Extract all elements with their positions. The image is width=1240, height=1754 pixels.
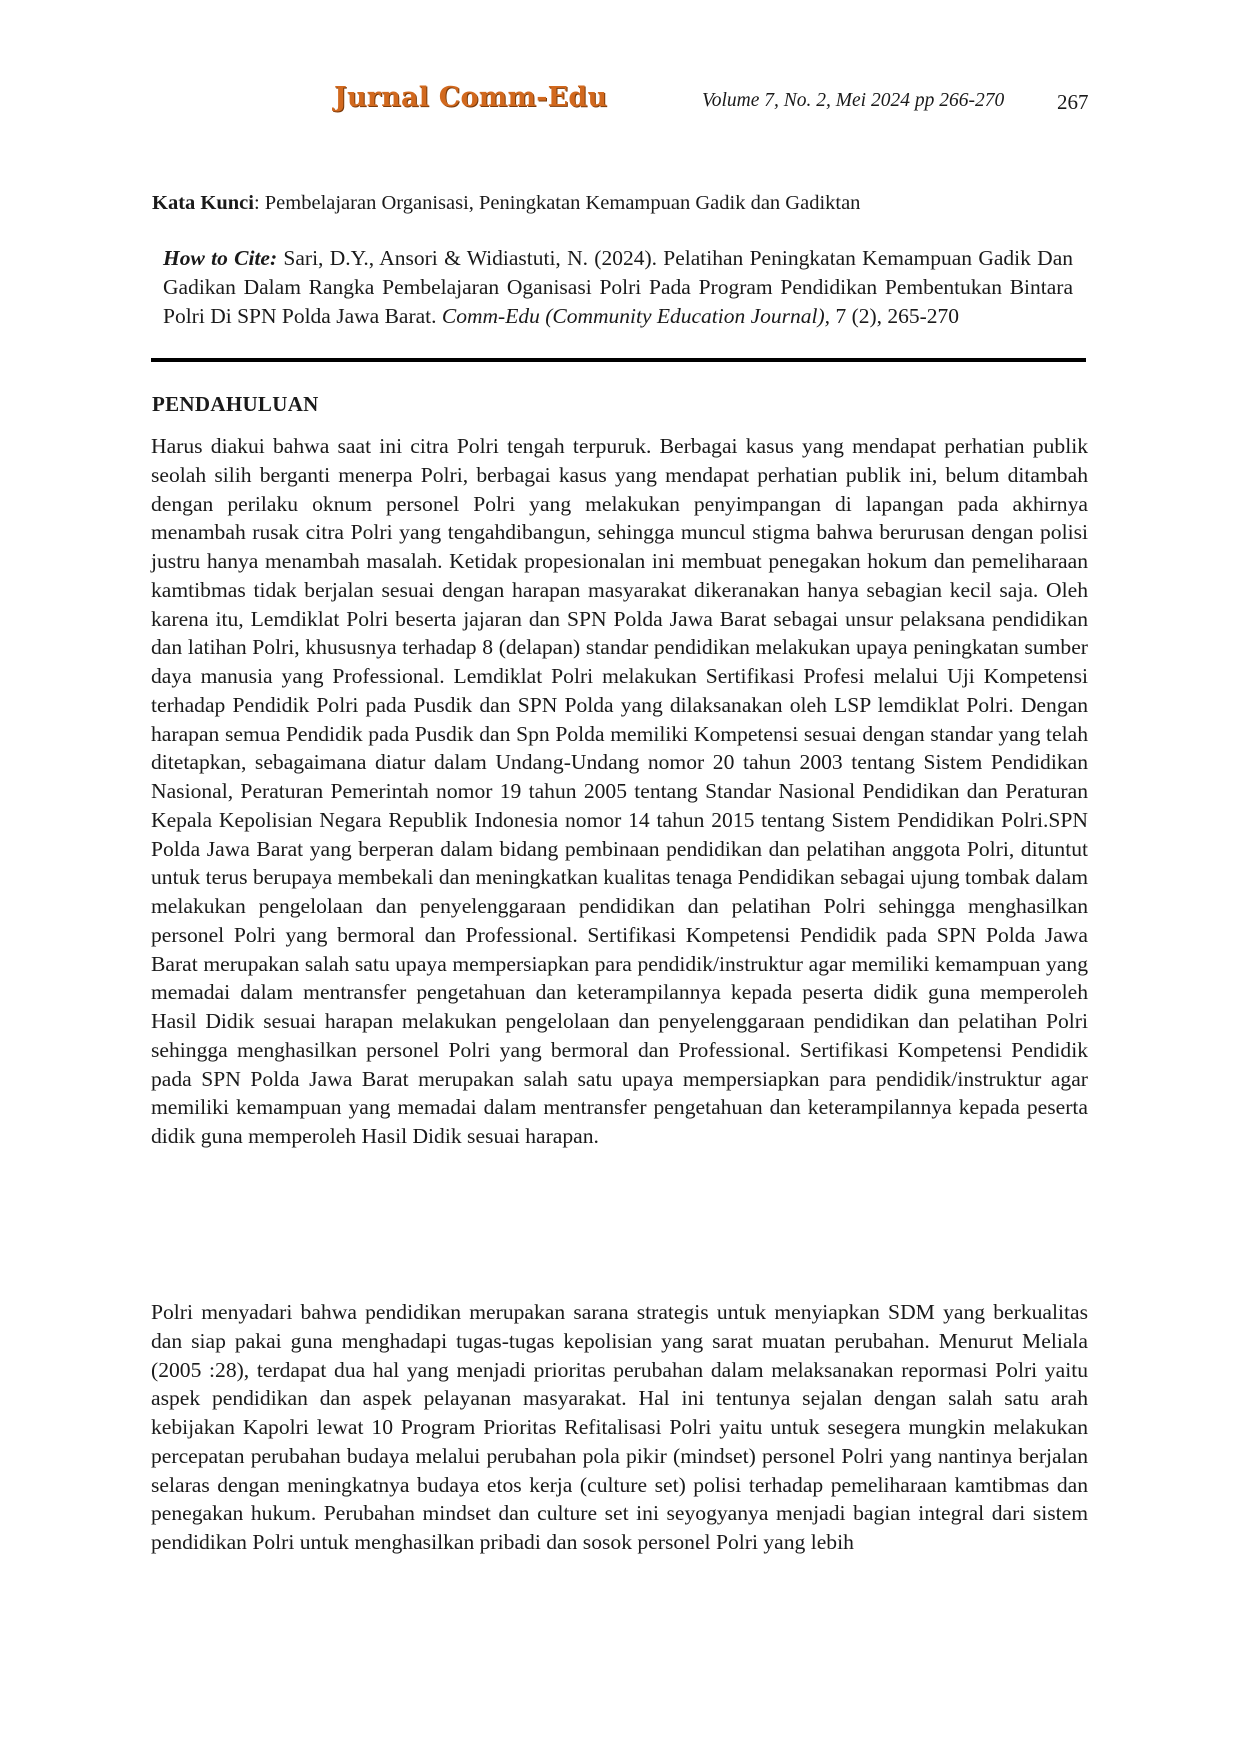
keywords-text: : Pembelajaran Organisasi, Peningkatan Kemampuan Gadik dan Gadiktan <box>253 192 861 214</box>
keywords-label: Kata Kunci <box>152 192 254 214</box>
journal-logo: Jurnal Comm-Edu <box>334 82 608 113</box>
volume-info: Volume 7, No. 2, Mei 2024 pp 266-270 <box>702 90 1005 111</box>
body-paragraph: Polri menyadari bahwa pendidikan merupakan sarana strategis untuk menyiapkan SDM yang berkualitas dan siap pakai guna menghadapi tugas-tugas kepolisian yang sarat muatan perubahan. Menurut Meliala (2005 :28), terdapat dua hal yang menjadi prioritas perubahan dalam melaksanakan repormasi Polri yaitu aspek pendidikan dan aspek pelayanan masyarakat. Hal ini tentunya sejalan dengan salah satu arah kebijakan Kapolri lewat 10 Program Prioritas Refitalisasi Polri yaitu untuk sesegera mungkin melakukan percepatan perubahan budaya melalui perubahan pola pikir (mindset) personel Polri yang nantinya berjalan selaras dengan meningkatnya budaya etos kerja (culture set) polisi terhadap pemeliharaan kamtibmas dan penegakan hukum. Perubahan mindset dan culture set ini seyogyanya menjadi bagian integral dari sistem pendidikan Polri untuk menghasilkan pribadi dan sosok personel Polri yang lebih <box>151 1300 1088 1554</box>
keywords <box>152 192 860 215</box>
cite-issue: 7 (2), 265-270 <box>830 303 960 328</box>
page-header <box>0 82 1240 122</box>
divider-rule <box>151 358 1086 362</box>
cite-text: Sari, D.Y., Ansori & Widiastuti, N. (2024). Pelatihan Peningkatan Kemampuan Gadik Dan Gadikan Dalam Rangka Pembelajaran Oganisasi Polri Pada Program Pendidikan Pembentukan Bintara Polri Di SPN Polda Jawa Barat. <box>163 246 1073 328</box>
body-paragraph: Harus diakui bahwa saat ini citra Polri tengah terpuruk. Berbagai kasus yang mendapat perhatian publik seolah silih berganti menerpa Polri, berbagai kasus yang mendapat perhatian publik ini, belum ditambah dengan perilaku oknum personel Polri yang melakukan penyimpangan di lapangan pada akhirnya menambah rusak citra Polri yang tengahdibangun, sehingga muncul stigma bahwa berurusan dengan polisi justru hanya menambah masalah. Ketidak propesionalan ini membuat penegakan hokum dan pemeliharaan kamtibmas tidak berjalan sesuai dengan harapan masyarakat dikeranakan hanya sebagian kecil saja. Oleh karena itu, Lemdiklat Polri beserta jajaran dan SPN Polda Jawa Barat sebagai unsur pelaksana pendidikan dan latihan Polri, khususnya terhadap 8 (delapan) standar pendidikan melakukan upaya peningkatan sumber daya manusia yang Professional. Lemdiklat Polri melakukan Sertifikasi Profesi melalui Uji Kompetensi terhadap Pendidik Polri pada Pusdik dan SPN Polda yang dilaksanakan oleh LSP lemdiklat Polri. Dengan harapan semua Pendidik pada Pusdik dan Spn Polda memiliki Kompetensi sesuai dengan standar yang telah ditetapkan, sebagaimana diatur dalam Undang-Undang nomor 20 tahun 2003 tentang Sistem Pendidikan Nasional, Peraturan Pemerintah nomor 19 tahun 2005 tentang Standar Nasional Pendidikan dan Peraturan Kepala Kepolisian Negara Republik Indonesia nomor 14 tahun 2015 tentang Sistem Pendidikan Polri.SPN Polda Jawa Barat yang berperan dalam bidang pembinaan pendidikan dan pelatihan anggota Polri, dituntut untuk terus berupaya membekali dan meningkatkan kualitas tenaga Pendidikan sebagai ujung tombak dalam melakukan pengelolaan dan penyelenggaraan pendidikan dan pelatihan Polri sehingga menghasilkan personel Polri yang bermoral dan Professional. Sertifikasi Kompetensi Pendidik pada SPN Polda Jawa Barat merupakan salah satu upaya mempersiapkan para pendidik/instruktur agar memiliki kemampuan yang memadai dalam mentransfer pengetahuan dan keterampilannya kepada peserta didik guna memperoleh Hasil Didik sesuai harapan melakukan pengelolaan dan penyelenggaraan pendidikan dan pelatihan Polri sehingga menghasilkan personel Polri yang bermoral dan Professional. Sertifikasi Kompetensi Pendidik pada SPN Polda Jawa Barat merupakan salah satu upaya mempersiapkan para pendidik/instruktur agar memiliki kemampuan yang memadai dalam mentransfer pengetahuan dan keterampilannya kepada peserta didik guna memperoleh Hasil Didik sesuai harapan. <box>151 434 1088 1148</box>
cite-label: How to Cite: <box>163 246 278 270</box>
cite-journal: Comm-Edu (Community Education Journal), <box>441 303 831 328</box>
section-heading: PENDAHULUAN <box>152 392 319 416</box>
page-number: 267 <box>1057 90 1089 114</box>
how-to-cite <box>163 244 1073 330</box>
